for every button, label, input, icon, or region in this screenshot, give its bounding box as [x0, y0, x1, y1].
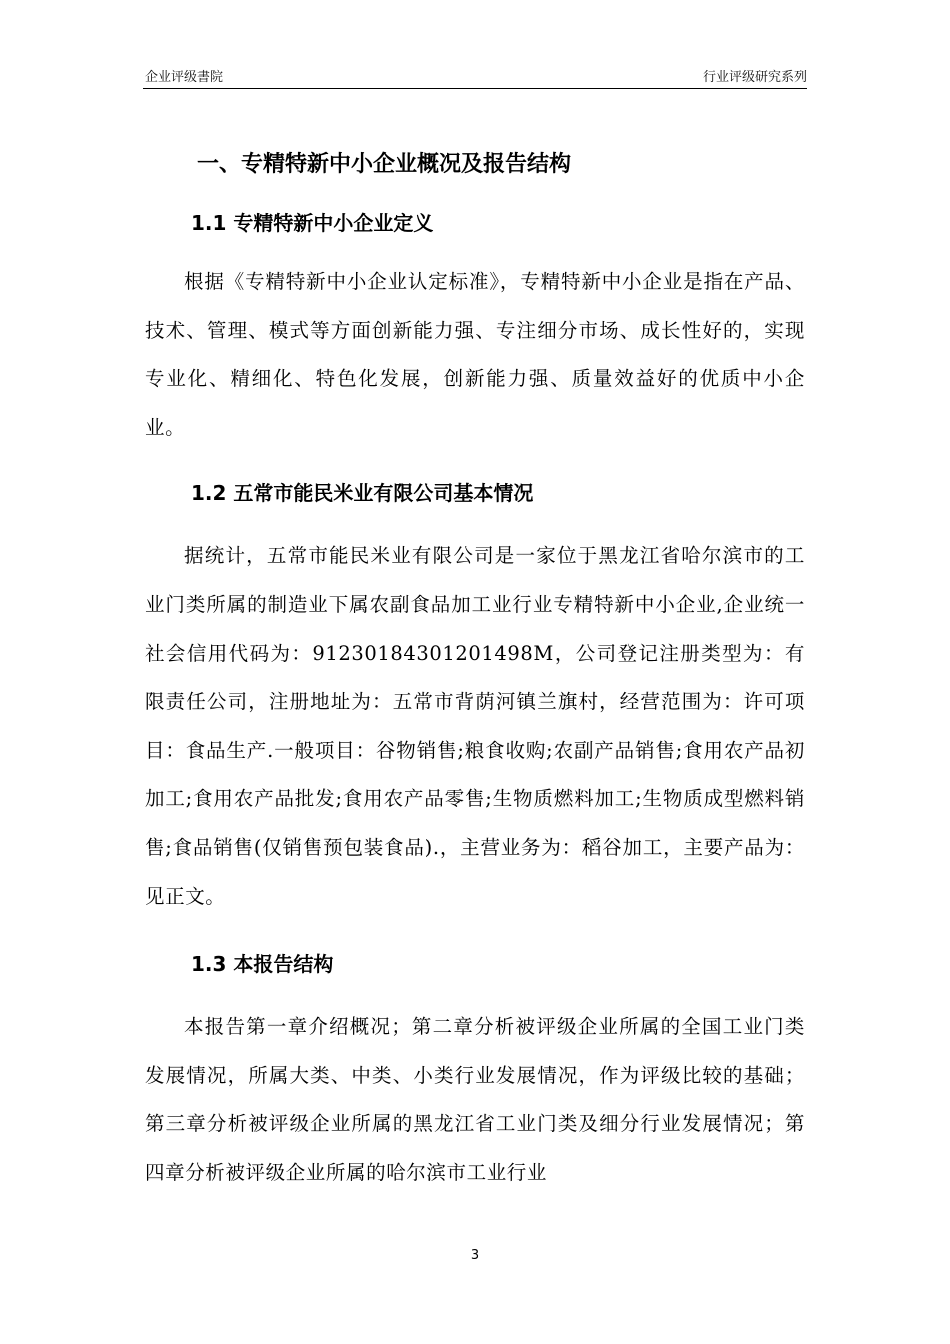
page-content: [145, 142, 805, 1198]
header-right-title: 行业评级研究系列: [702, 70, 807, 85]
section-body-1-3: 本报告第一章介绍概况；第二章分析被评级企业所属的全国工业门类发展情况，所属大类、中类、小类行业发展情况，作为评级比较的基础；第三章分析被评级企业所属的黑龙江省工业门类及细分行业发展情况；第四章分析被评级企业所属的哈尔滨市工业行业: [145, 1015, 805, 1184]
section-body-1-2: 据统计，五常市能民米业有限公司是一家位于黑龙江省哈尔滨市的工业门类所属的制造业下属农副食品加工业行业专精特新中小企业,企业统一社会信用代码为：91230184301201498M，公司登记注册类型为：有限责任公司，注册地址为：五常市背荫河镇兰旗村，经营范围为：许可项目：食品生产.一般项目：谷物销售;粮食收购;农副产品销售;食用农产品初加工;食用农产品批发;食用农产品零售;生物质燃料加工;生物质成型燃料销售;食品销售(仅销售预包装食品).，主营业务为：稻谷加工，主要产品为：见正文。: [145, 544, 805, 908]
page-number: 3: [470, 1248, 480, 1263]
section-body-1-1: 根据《专精特新中小企业认定标准》，专精特新中小企业是指在产品、技术、管理、模式等方面创新能力强、专注细分市场、成长性好的，实现专业化、精细化、特色化发展，创新能力强、质量效益好的优质中小企业。: [145, 270, 805, 439]
header-left-title: 企业评级書院: [145, 70, 224, 85]
chapter-title: 一、专精特新中小企业概况及报告结构: [197, 152, 572, 177]
section-title-1-2: 1.2 五常市能民米业有限公司基本情况: [191, 481, 534, 506]
header-divider: [143, 88, 807, 89]
section-title-1-1: 1.1 专精特新中小企业定义: [191, 211, 434, 235]
section-title-1-3: 1.3 本报告结构: [191, 952, 334, 977]
